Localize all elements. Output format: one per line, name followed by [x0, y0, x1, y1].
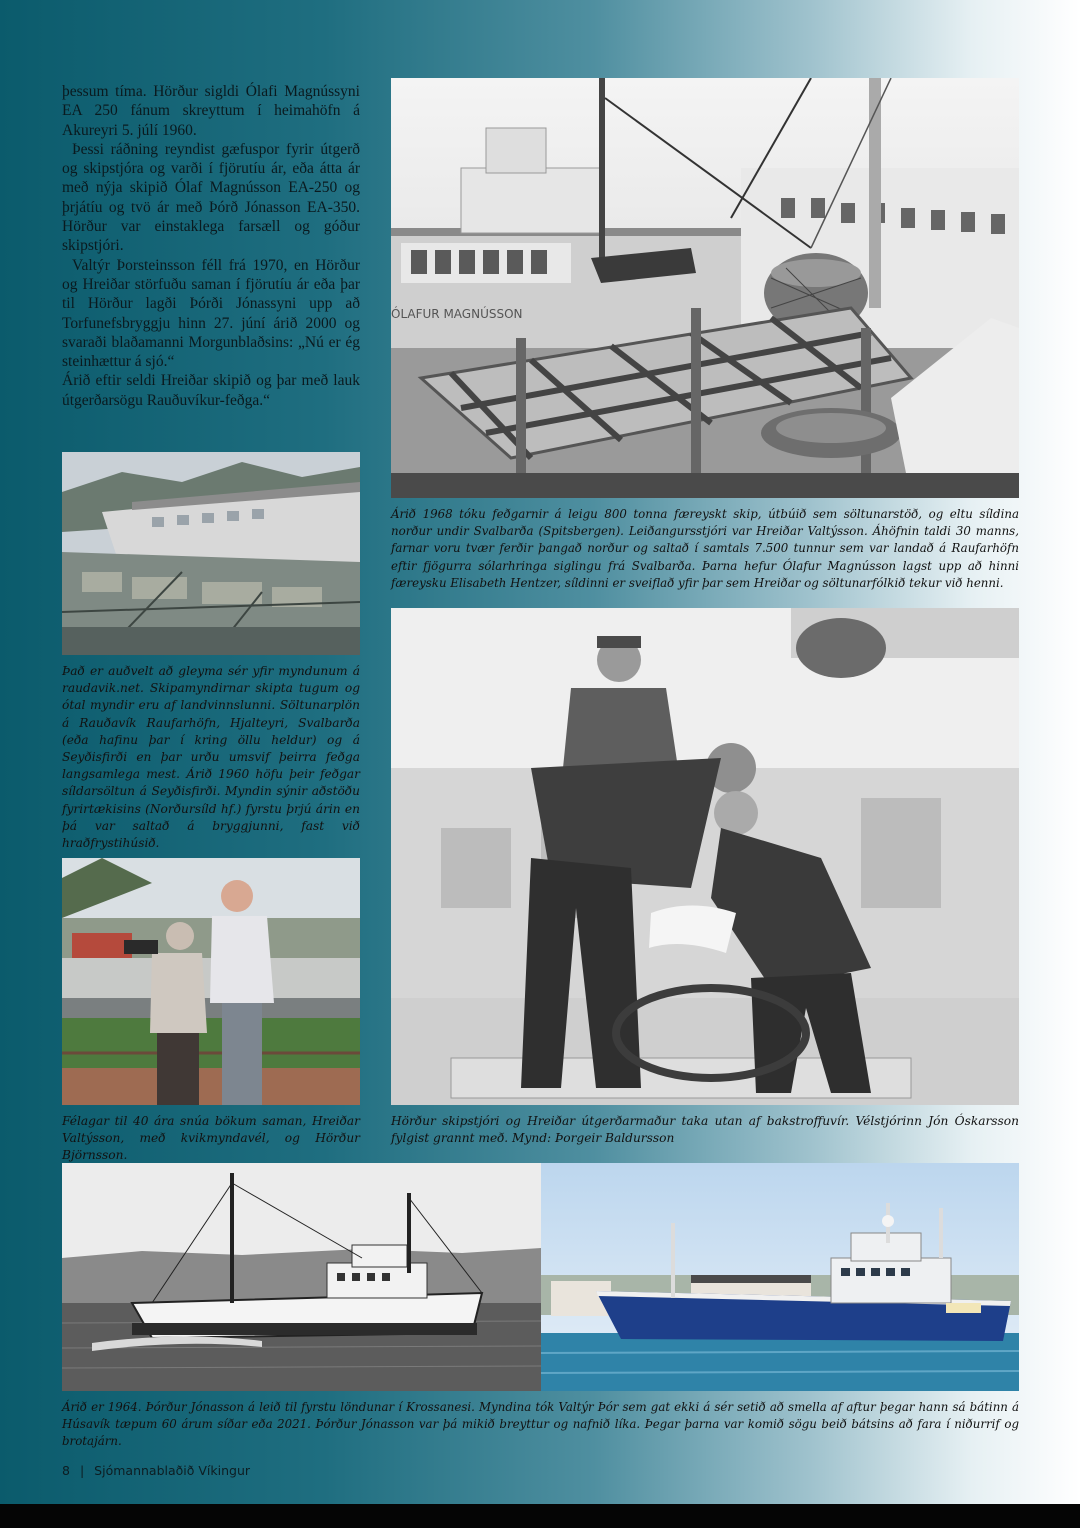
photo-herring-unloading [391, 78, 1019, 498]
caption-herring-unloading: Árið 1968 tóku feðgarnir á leigu 800 tonna færeyskt skip, útbúið sem söltunarstöð, og eltu síldina norður undir Svalbarða (Spitsbergen). Leiðangursstjóri var Hreiðar Valtýsson. Áhöfnin taldi 30 manns, farnar voru tvær ferðir þangað norður og saltað í samtals 7.500 tunnur sem var landað á Raufarhöfn eftir fjögurra sólarhringa siglingu frá Svalbarða. Þarna hefur Ólafur Magnússon lagst upp að hinni færeysku Elisabeth Hentzer, síldinni er sveiflað yfir þar sem Hreiðar og söltunarfólkið tekur við henni. [391, 507, 1019, 590]
caption-deck-men: Hörður skipstjóri og Hreiðar útgerðarmaður taka utan af bakstroffuvír. Vélstjórinn Jón Óskarsson fylgist grannt með. Mynd: Þorgeir Baldursson [391, 1114, 1019, 1146]
photo-ship-2021 [541, 1163, 1019, 1391]
bottom-bar [0, 1504, 1080, 1528]
ship-name-label: ÓLAFUR MAGNÚSSON [391, 307, 523, 321]
article-paragraph: Þessi ráðning reyndist gæfuspor fyrir útgerð og skipstjóra og varði í fjörutíu ár, eða átta ár með nýja skipið Ólaf Magnússon EA-250 og þrjátíu og tvö ár með Þórð Jónasson EA-350. Hörður var einstaklega farsæll og góður skipstjóri. [62, 140, 360, 255]
photo-two-friends [62, 858, 360, 1105]
footer-separator: | [79, 1463, 85, 1478]
article-body [62, 82, 360, 410]
caption-ship-history: Árið er 1964. Þórður Jónasson á leið til fyrstu löndunar í Krossanesi. Myndina tók Valtýr Þór sem gat ekki á sér setið að smella af aftur þegar hann sá bátinn á Húsavík tæpum 60 árum síðar eða 2021. Þórður Jónasson var þá mikið breyttur og nafnið líka. Þegar þarna var komið sögu beið bátsins að fara í niðurrif og brotajárn. [62, 1400, 1019, 1449]
photo-herring-station [62, 452, 360, 655]
article-paragraph: Árið eftir seldi Hreiðar skipið og þar með lauk útgerðarsögu Rauðuvíkur-feðga.“ [62, 372, 360, 409]
article-paragraph: þessum tíma. Hörður sigldi Ólafi Magnússyni EA 250 fánum skreyttum í heimahöfn á Akureyri 5. júlí 1960. [62, 83, 360, 139]
caption-herring-station: Það er auðvelt að gleyma sér yfir myndunum á raudavik.net. Skipamyndirnar skipta tugum og ótal myndir eru af landvinnslunni. Söltunarplön á Rauðavík Raufarhöfn, Hjalteyri, Svalbarða (eða hafinu þar í kring öllu heldur) og á Seyðisfirði en þar urðu umsvif þeirra feðga langsamlega mest. Árið 1960 höfu þeir feðgar síldarsöltun á Seyðisfirði. Myndin sýnir aðstöðu fyrirtækisins (Norðursíld hf.) fyrstu þrjú árin en þá var saltað á bryggjunni, fast við hraðfrystihúsið. [62, 664, 360, 851]
page-number: 8 [62, 1463, 70, 1478]
photo-deck-men [391, 608, 1019, 1105]
article-paragraph: Valtýr Þorsteinsson féll frá 1970, en Hörður og Hreiðar störfuðu saman í fjörutíu ár eða þar til Hörður lagði Þórði Jónassyni upp að Torfunefsbryggju hinn 27. júní árið 2000 og svaraði blaðamanni Morgunblaðsins: „Nú er ég steinhættur á sjó.“ [62, 256, 360, 371]
page-footer [62, 1463, 250, 1478]
publication-name: Sjómannablaðið Víkingur [94, 1463, 251, 1478]
photo-ship-1964 [62, 1163, 541, 1391]
caption-two-friends: Félagar til 40 ára snúa bökum saman, Hreiðar Valtýsson, með kvikmyndavél, og Hörður Björnsson. [62, 1114, 360, 1163]
